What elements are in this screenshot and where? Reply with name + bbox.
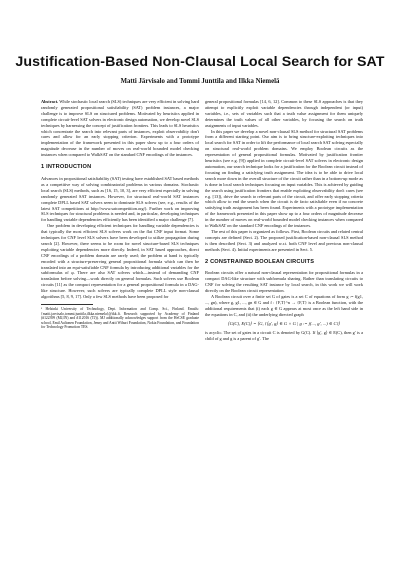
- intro-paragraph-4: In this paper we develop a novel non-clausal SLS method for structural SAT problems from a different starting point. Our aim is to bring structure-exploiting techniques into local search for SAT in order to lift the performance of local search SAT solving especially on structural real-world problem domains. We employ Boolean circuits as the representation of general propositional formulas. Motivated by justification frontier heuristics (see e.g. [9]) applied in complete circuit-level SAT solvers in electronic design automation, our search technique looks for a justification for the Boolean circuit instead of focusing on finding a satisfying truth assignment. The idea is to be able to drive local search more down in the overall structure of the circuit rather than in a bottom-up mode as is done in local search techniques focusing on input variables. This is achieved by guiding the search using justification frontiers that enable exploiting observability don't cares (see e.g. [13]), drive the search to relevant parts of the circuit, and offer early stopping criteria which allow to end the search when the circuit is de facto satisfiable even if no concrete satisfying truth assignment has been found. Experiments with a prototype implementation of the framework presented in this paper show up to a four orders of magnitude decrease in the number of moves on real-world bounded model checking instances when compared to WalkSAT on the standard CNF encodings of the instances.: [205, 128, 363, 229]
- footnote-rule: [41, 304, 93, 305]
- intro-paragraph-3: general propositional formulas [14, 6, 12]. Common to these SLS approaches is that they attempt to explicitly exploit variable dependencies through independent (or input) variables, i.e., sets of variables such that a truth value assignment for them uniquely determines the truth values of all other variables, by focusing the search on truth assignments of input variables.: [205, 99, 363, 128]
- paper-authors: Matti Järvisalo and Tommi Junttila and Ilkka Niemelä: [120, 78, 280, 85]
- circuits-paragraph-3: is acyclic. The set of gates in a circuit C is denoted by G(C). If ⟨g′, g⟩ ∈ E(C), then g′ is a child of g and g is a parent of g′. The: [205, 329, 363, 341]
- section-heading-circuits: 2 CONSTRAINED BOOLEAN CIRCUITS: [205, 258, 315, 265]
- abstract-label: Abstract.: [41, 99, 59, 104]
- affiliation-footnote: ¹ Helsinki University of Technology, Dept. Information and Comp. Sci., Finland. Emails: {matti.jarvisalo,tommi.junttila,ilkka.niemela}@tkk.fi. Research supported by Academy of Finland (#122399 (MJ,IN) and #112016 (TJ)). MJ additionally acknowledges support from the HeCSE graduate school, Emil Aaltonen Foundation, Jenny and Antti Wihuri Foundation, Nokia Foundation, and Foundation for Technology Promotion TES.: [41, 307, 199, 330]
- section-heading-introduction: 1 INTRODUCTION: [41, 164, 92, 171]
- abstract-text: While stochastic local search (SLS) techniques are very efficient in solving hard randomly generated propositional satisfiability (SAT) problem instances, a major challenge is to improve SLS on structured problems. Motivated by heuristics applied in complete circuit-level SAT solvers in electronic design automation, we develop novel SLS techniques by harnessing the concept of justification frontiers. This leads to SLS heuristics which concentrate the search into relevant parts of instances, exploit observability don't cares and allow for an early stopping criterion. Experiments with a prototype implementation of the framework presented in this paper show up to a four orders of magnitude decrease in the number of moves on real-world bounded model checking instances when compared to WalkSAT on the standard CNF encodings of the instances.: [41, 99, 199, 158]
- intro-paragraph-1: Advances in propositional satisfiability (SAT) testing have established SAT based methods as a competitive way of solving combinatorial problems in various domains. Stochastic local search (SLS) methods, such as [16, 15, 10, 3], are very efficient especially in solving randomly generated SAT instances. However, for structural real-world SAT instances complete DPLL based SAT solvers seem to dominate SLS solvers (see, e.g., results of the latest SAT competitions at http://www.satcompetition.org/). Further work on improving SLS techniques for structural problems is needed and, in particular, developing techniques for handling variable dependencies efficiently has been identified a major challenge [7].: [41, 175, 199, 223]
- right-column: [205, 99, 363, 341]
- graph-formula: ⟨G(C), E(C)⟩ = ⟨G, {⟨g′, g⟩ ∈ G × G | g := f(..., g′, ...) ∈ C}⟩: [227, 320, 341, 326]
- paper-title: Justification-Based Non-Clausal Local Search for SAT: [15, 54, 385, 70]
- abstract: [41, 99, 199, 158]
- intro-paragraph-5: The rest of this paper is organized as follows. First, Boolean circuits and related central concepts are defined (Sect. 2). The proposed justification-based non-clausal SLS method is then described (Sect. 3) and analyzed w.r.t. both CNF level and previous non-clausal methods (Sect. 4). Initial experiments are presented in Sect. 5.: [205, 228, 363, 252]
- circuits-paragraph-1: Boolean circuits offer a natural non-clausal representation for propositional formulas in a compact DAG-like structure with subformula sharing. Rather than translating circuits to CNF for solving the resulting SAT instance by local search, in this work we will work directly on the Boolean circuit representation.: [205, 270, 363, 294]
- intro-paragraph-2: One problem in developing efficient techniques for handling variable dependencies is that typically the most efficient SLS solvers work on the flat CNF input format. Some techniques for CNF level SLS solvers have been developed to utilize propagation during search [2]. However, there seems to be room for novel structure-based SLS techniques exploiting variable dependencies more directly. Indeed, in SAT based approaches, direct CNF encodings of a problem domain are rarely used; the problem at hand is typically encoded with a structure-preserving general propositional formula which can then be translated into an equi-satisfiable CNF formula by introducing additional variables for the subformulas of φ. There are also SAT solvers which—instead of demanding CNF translation before solving—work directly on general formulas. Such solvers use Boolean circuits [11] as the compact representation for a general propositional formula in a DAG-like structure. However, such solvers are typically complete DPLL style non-clausal algorithms [5, 8, 9, 17]. Only a few SLS methods have been proposed for: [41, 223, 199, 300]
- circuits-paragraph-2: A Boolean circuit over a finite set G of gates is a set C of equations of form g := f(g1, ..., gn), where g, g1, ..., gn ∈ G and f : {F,T}^n → {F,T} is a Boolean function, with the additional requirements that (i) each g ∈ G appears at most once as the left hand side in the equations in C, and (ii) the underlying directed graph: [205, 294, 363, 317]
- left-column: [41, 99, 199, 330]
